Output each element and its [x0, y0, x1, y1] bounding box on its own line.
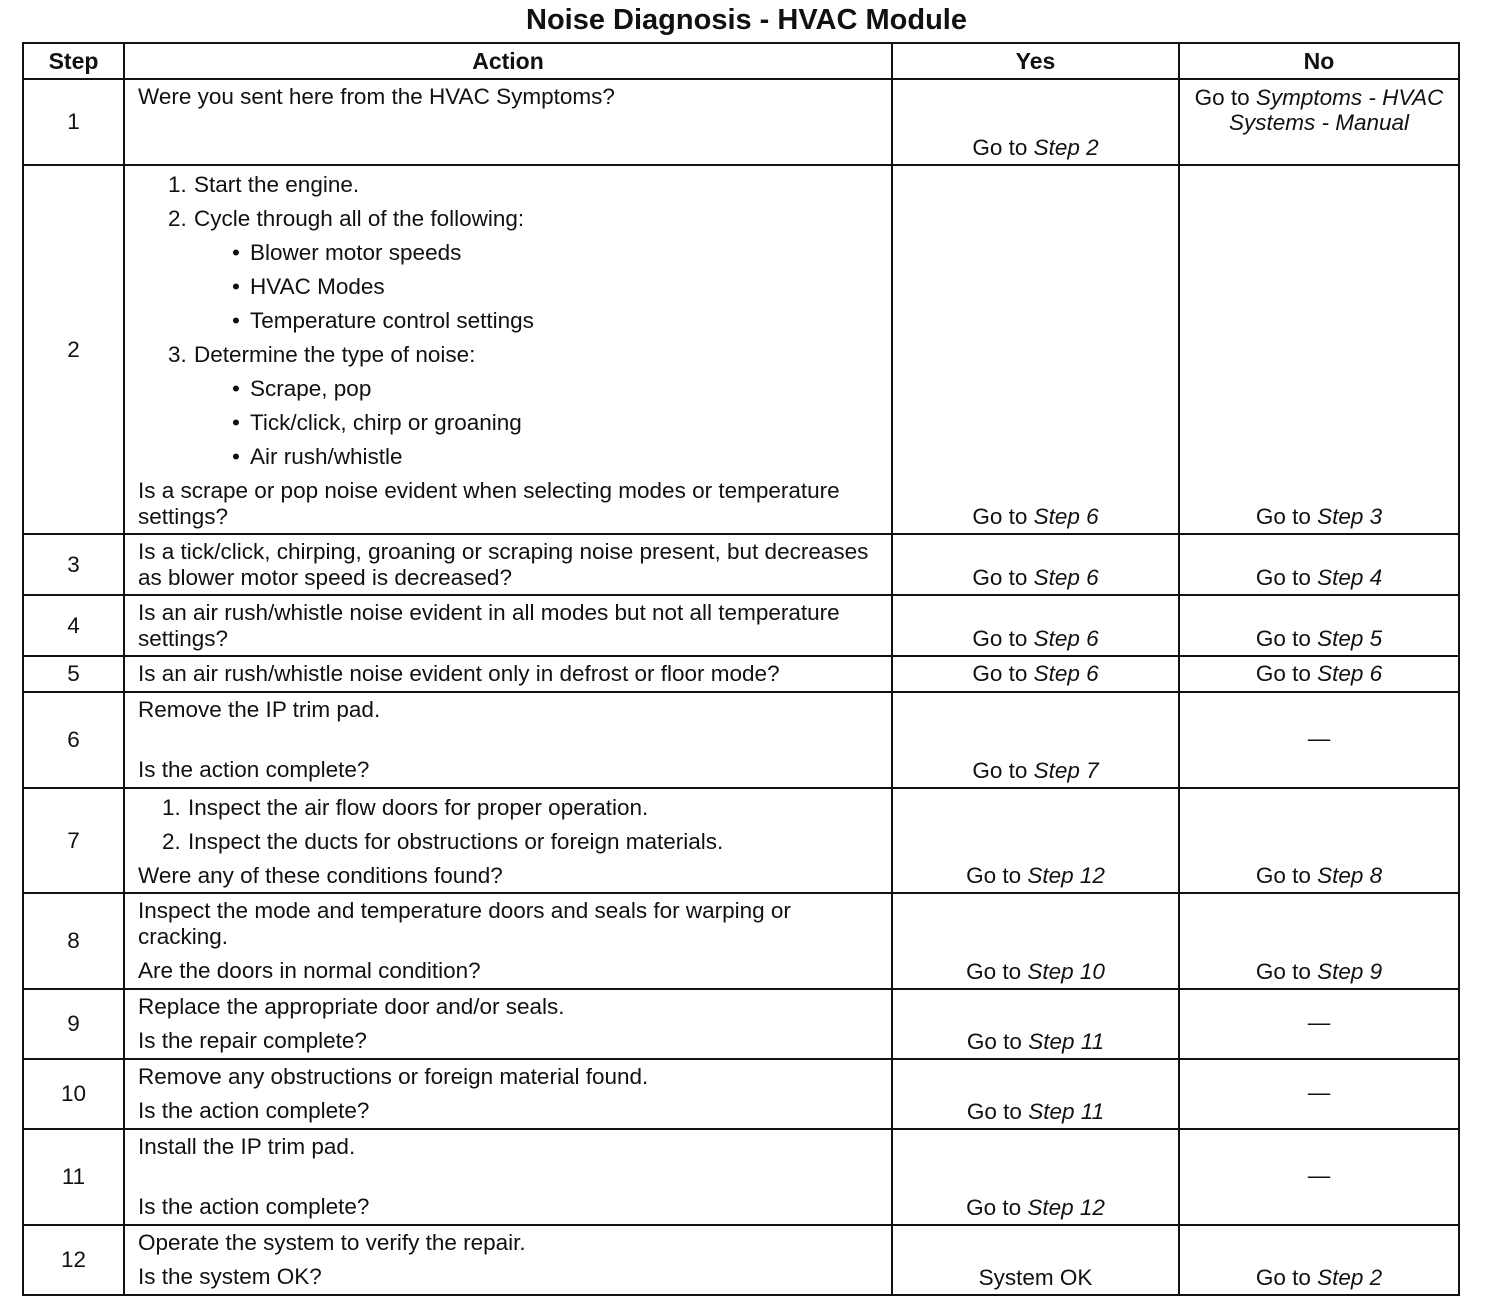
- yes-cell: Go to Step 11: [892, 1059, 1179, 1129]
- step-link[interactable]: Step 4: [1317, 565, 1383, 590]
- step-number: 6: [23, 692, 124, 788]
- step-number: 7: [23, 788, 124, 893]
- step-number: 3: [23, 534, 124, 595]
- action-cell: [124, 788, 892, 893]
- table-row: [23, 1129, 1459, 1225]
- yes-cell: Go to Step 12: [892, 1129, 1179, 1225]
- header-no: No: [1179, 43, 1459, 79]
- table-row: [23, 595, 1459, 656]
- action-cell: [124, 1059, 892, 1129]
- step-link[interactable]: Step 11: [1028, 1029, 1105, 1054]
- action-cell: [124, 656, 892, 692]
- list-item: 1. Inspect the air flow doors for proper operation.: [162, 795, 649, 820]
- yes-cell: Go to Step 6: [892, 165, 1179, 534]
- action-question: Are the doors in normal condition?: [138, 958, 481, 983]
- no-cell: Go to Step 2: [1179, 1225, 1459, 1295]
- list-item: 1. Start the engine.: [168, 172, 360, 197]
- step-link[interactable]: Step 2: [1317, 1265, 1383, 1290]
- procedure-list: [138, 795, 883, 855]
- table-row: [23, 534, 1459, 595]
- no-cell: —: [1179, 989, 1459, 1059]
- bullet-item: • Air rush/whistle: [230, 444, 883, 470]
- step-number: 11: [23, 1129, 124, 1225]
- action-text: Install the IP trim pad.: [138, 1134, 356, 1159]
- no-cell: —: [1179, 1129, 1459, 1225]
- action-text: Remove any obstructions or foreign material found.: [138, 1064, 649, 1089]
- page-title: Noise Diagnosis - HVAC Module: [526, 4, 967, 36]
- step-link[interactable]: Step 7: [1033, 758, 1099, 783]
- yes-cell: Go to Step 10: [892, 893, 1179, 989]
- action-question: Is the system OK?: [138, 1264, 322, 1289]
- no-cell: —: [1179, 692, 1459, 788]
- action-question: Is a tick/click, chirping, groaning or scraping noise present, but decreases as blower motor speed is decreased?: [138, 539, 869, 590]
- no-cell: Go to Step 5: [1179, 595, 1459, 656]
- action-cell: [124, 1225, 892, 1295]
- step-link[interactable]: Step 6: [1033, 504, 1099, 529]
- diagnosis-table: [22, 42, 1460, 1296]
- no-cell: Go to Step 3: [1179, 165, 1459, 534]
- step-link[interactable]: Step 11: [1028, 1099, 1105, 1124]
- step-link[interactable]: Step 3: [1317, 504, 1383, 529]
- table-row: [23, 1059, 1459, 1129]
- list-item: 2. Inspect the ducts for obstructions or foreign materials.: [162, 829, 724, 854]
- no-cell: Go to Step 8: [1179, 788, 1459, 893]
- step-link[interactable]: Step 9: [1317, 959, 1383, 984]
- step-number: 10: [23, 1059, 124, 1129]
- action-cell: [124, 165, 892, 534]
- no-cell: Go to Step 6: [1179, 656, 1459, 692]
- no-cell: Go to Step 4: [1179, 534, 1459, 595]
- action-question: Were any of these conditions found?: [138, 863, 503, 888]
- action-cell: [124, 989, 892, 1059]
- no-cell: —: [1179, 1059, 1459, 1129]
- yes-cell: Go to Step 12: [892, 788, 1179, 893]
- table-row: [23, 656, 1459, 692]
- table-row: [23, 788, 1459, 893]
- action-cell: [124, 692, 892, 788]
- action-cell: [124, 893, 892, 989]
- table-row: [23, 1225, 1459, 1295]
- step-link[interactable]: Step 12: [1027, 1195, 1105, 1220]
- table-row: [23, 893, 1459, 989]
- yes-cell: System OK: [892, 1225, 1179, 1295]
- action-question: Is an air rush/whistle noise evident in all modes but not all temperature settings?: [138, 600, 840, 651]
- table-row: [23, 989, 1459, 1059]
- yes-cell: Go to Step 6: [892, 595, 1179, 656]
- action-question: Is a scrape or pop noise evident when selecting modes or temperature settings?: [138, 478, 840, 529]
- step-link[interactable]: Step 8: [1317, 863, 1383, 888]
- step-link[interactable]: Step 6: [1033, 626, 1099, 651]
- action-cell: [124, 534, 892, 595]
- header-action: Action: [124, 43, 892, 79]
- action-question: Is the repair complete?: [138, 1028, 367, 1053]
- yes-cell: Go to Step 6: [892, 656, 1179, 692]
- step-number: 9: [23, 989, 124, 1059]
- action-cell: [124, 1129, 892, 1225]
- step-link[interactable]: Step 5: [1317, 626, 1383, 651]
- list-item: 2. Cycle through all of the following: • Blower motor speeds • HVAC Modes • Temperature control settings: [168, 206, 883, 334]
- procedure-list: [138, 172, 883, 470]
- no-cell: Go to Step 9: [1179, 893, 1459, 989]
- bullet-item: • HVAC Modes: [230, 274, 883, 300]
- action-text: Replace the appropriate door and/or seals.: [138, 994, 565, 1019]
- action-cell: [124, 79, 892, 165]
- step-link[interactable]: Step 10: [1027, 959, 1105, 984]
- action-question: Is the action complete?: [138, 1098, 370, 1123]
- bullet-item: • Tick/click, chirp or groaning: [230, 410, 883, 436]
- bullet-list: [194, 240, 883, 334]
- step-number: 8: [23, 893, 124, 989]
- table-row: [23, 165, 1459, 534]
- bullet-item: • Scrape, pop: [230, 376, 883, 402]
- header-step: Step: [23, 43, 124, 79]
- step-link[interactable]: Step 2: [1033, 135, 1099, 160]
- action-question: Is the action complete?: [138, 1194, 370, 1219]
- bullet-item: • Blower motor speeds: [230, 240, 883, 266]
- action-question: Is an air rush/whistle noise evident only in defrost or floor mode?: [138, 661, 780, 686]
- step-link[interactable]: Step 12: [1027, 863, 1105, 888]
- symptoms-link[interactable]: Symptoms - HVAC Systems - Manual: [1228, 85, 1444, 135]
- bullet-item: • Temperature control settings: [230, 308, 883, 334]
- table-row: [23, 79, 1459, 165]
- step-number: 1: [23, 79, 124, 165]
- step-number: 12: [23, 1225, 124, 1295]
- step-link[interactable]: Step 6: [1033, 661, 1099, 686]
- list-item: 3. Determine the type of noise: • Scrape, pop • Tick/click, chirp or groaning • Air rush/whistle: [168, 342, 883, 470]
- action-cell: [124, 595, 892, 656]
- action-text: Remove the IP trim pad.: [138, 697, 381, 722]
- yes-cell: Go to Step 6: [892, 534, 1179, 595]
- yes-cell: Go to Step 11: [892, 989, 1179, 1059]
- yes-cell: Go to Step 2: [892, 79, 1179, 165]
- step-number: 2: [23, 165, 124, 534]
- header-yes: Yes: [892, 43, 1179, 79]
- action-question: Were you sent here from the HVAC Symptoms?: [138, 84, 615, 109]
- yes-cell: Go to Step 7: [892, 692, 1179, 788]
- step-link[interactable]: Step 6: [1033, 565, 1099, 590]
- step-number: 4: [23, 595, 124, 656]
- step-number: 5: [23, 656, 124, 692]
- bullet-list: [194, 376, 883, 470]
- no-cell: Go to Symptoms - HVAC Systems - Manual: [1179, 79, 1459, 165]
- action-question: Is the action complete?: [138, 757, 370, 782]
- step-link[interactable]: Step 6: [1317, 661, 1383, 686]
- header-row: [23, 43, 1459, 79]
- action-text: Operate the system to verify the repair.: [138, 1230, 526, 1255]
- table-row: [23, 692, 1459, 788]
- action-text: Inspect the mode and temperature doors and seals for warping or cracking.: [138, 898, 791, 949]
